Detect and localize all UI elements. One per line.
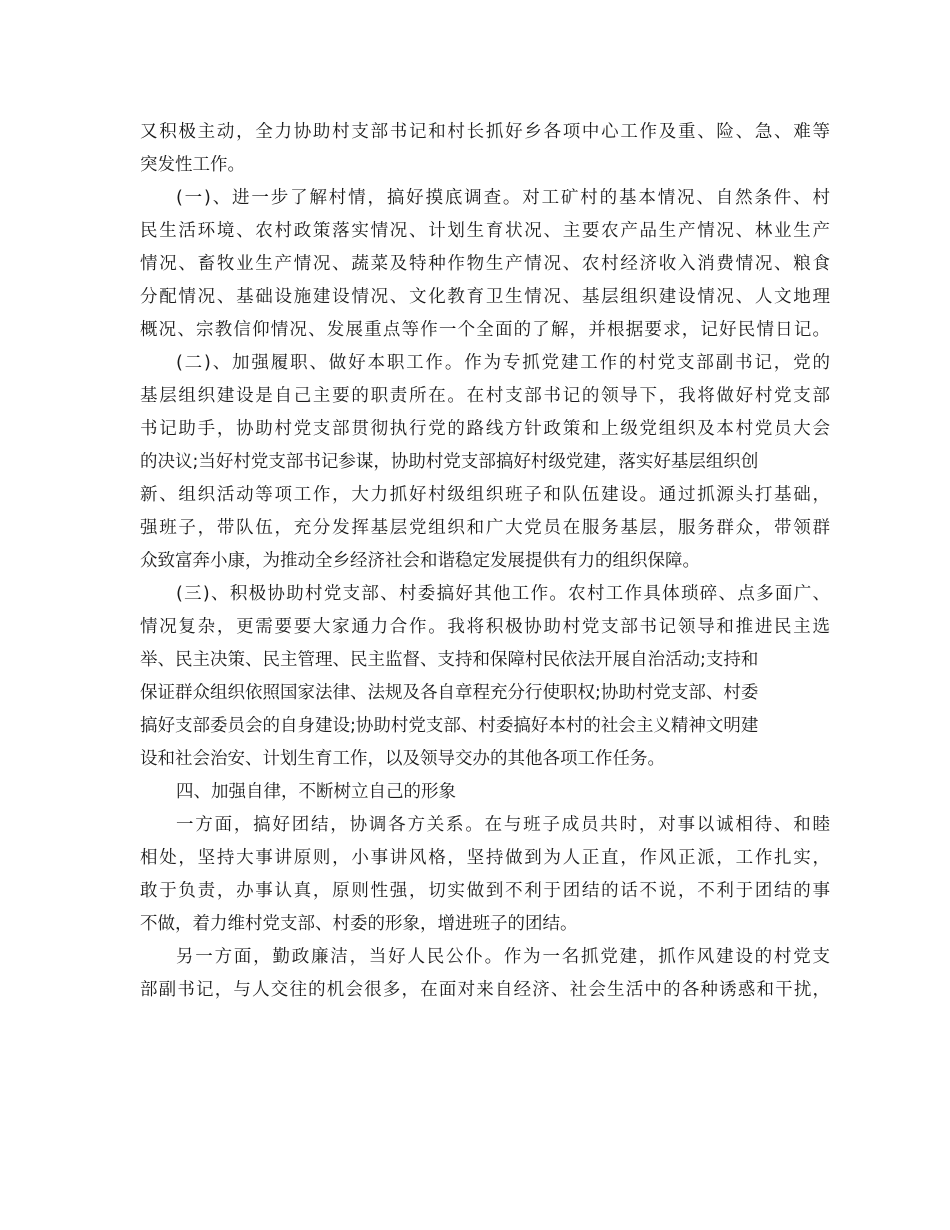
text-line: 敢于负责，办事认真，原则性强，切实做到不利于团结的话不说，不利于团结的事: [140, 881, 832, 901]
text-line: 一方面，搞好团结，协调各方关系。在与班子成员共时，对事以诚相待、和睦: [176, 815, 832, 835]
text-line: 突发性工作。: [140, 155, 245, 175]
text-line: 情况、畜牧业生产情况、蔬菜及特种作物生产情况、农村经济收入消费情况、粮食: [140, 254, 832, 274]
text-line: 又积极主动，全力协助村支部书记和村长抓好乡各项中心工作及重、险、急、难等: [140, 122, 832, 142]
text-line: 情况复杂，更需要要大家通力合作。我将积极协助村党支部书记领导和推进民主选: [140, 617, 832, 637]
text-line: 部副书记，与人交往的机会很多，在面对来自经济、社会生活中的各种诱惑和干扰，: [140, 980, 832, 1000]
text-line: 新、组织活动等项工作，大力抓好村级组织班子和队伍建设。通过抓源头打基础，: [140, 485, 832, 505]
text-line: 分配情况、基础设施建设情况、文化教育卫生情况、基层组织建设情况、人文地理: [140, 287, 832, 307]
document-body: [140, 116, 830, 1007]
text-line: 基层组织建设是自己主要的职责所在。在村支部书记的领导下，我将做好村党支部: [140, 386, 832, 406]
text-line: 另一方面，勤政廉洁，当好人民公仆。作为一名抓党建，抓作风建设的村党支: [176, 947, 832, 967]
text-line: 概况、宗教信仰情况、发展重点等作一个全面的了解，并根据要求，记好民情日记。: [140, 320, 832, 340]
text-line: 民生活环境、农村政策落实情况、计划生育状况、主要农产品生产情况、林业生产: [140, 221, 832, 241]
text-line: 保证群众组织依照国家法律、法规及各自章程充分行使职权;协助村党支部、村委: [140, 683, 759, 703]
text-line: (二)、加强履职、做好本职工作。作为专抓党建工作的村党支部副书记，党的: [176, 353, 832, 373]
text-line: 众致富奔小康，为推动全乡经济社会和谐稳定发展提供有力的组织保障。: [140, 551, 700, 571]
text-line: 搞好支部委员会的自身建设;协助村党支部、村委搞好本村的社会主义精神文明建: [140, 716, 759, 736]
text-line: 强班子，带队伍，充分发挥基层党组织和广大党员在服务基层，服务群众，带领群: [140, 518, 832, 538]
text-line: 四、加强自律，不断树立自己的形象: [176, 782, 456, 802]
text-line: 举、民主决策、民主管理、民主监督、支持和保障村民依法开展自治活动;支持和: [140, 650, 759, 670]
text-line: (三)、积极协助村党支部、村委搞好其他工作。农村工作具体琐碎、点多面广、: [176, 584, 832, 604]
text-line: 书记助手，协助村党支部贯彻执行党的路线方针政策和上级党组织及本村党员大会: [140, 419, 832, 439]
text-line: 的决议;当好村党支部书记参谋，协助村党支部搞好村级党建，落实好基层组织创: [140, 452, 759, 472]
text-line: 不做，着力维村党支部、村委的形象，增进班子的团结。: [140, 914, 578, 934]
text-line: 相处，坚持大事讲原则，小事讲风格，坚持做到为人正直，作风正派，工作扎实，: [140, 848, 832, 868]
text-line: 设和社会治安、计划生育工作，以及领导交办的其他各项工作任务。: [140, 749, 665, 769]
text-line: (一)、进一步了解村情，搞好摸底调查。对工矿村的基本情况、自然条件、村: [176, 188, 832, 208]
